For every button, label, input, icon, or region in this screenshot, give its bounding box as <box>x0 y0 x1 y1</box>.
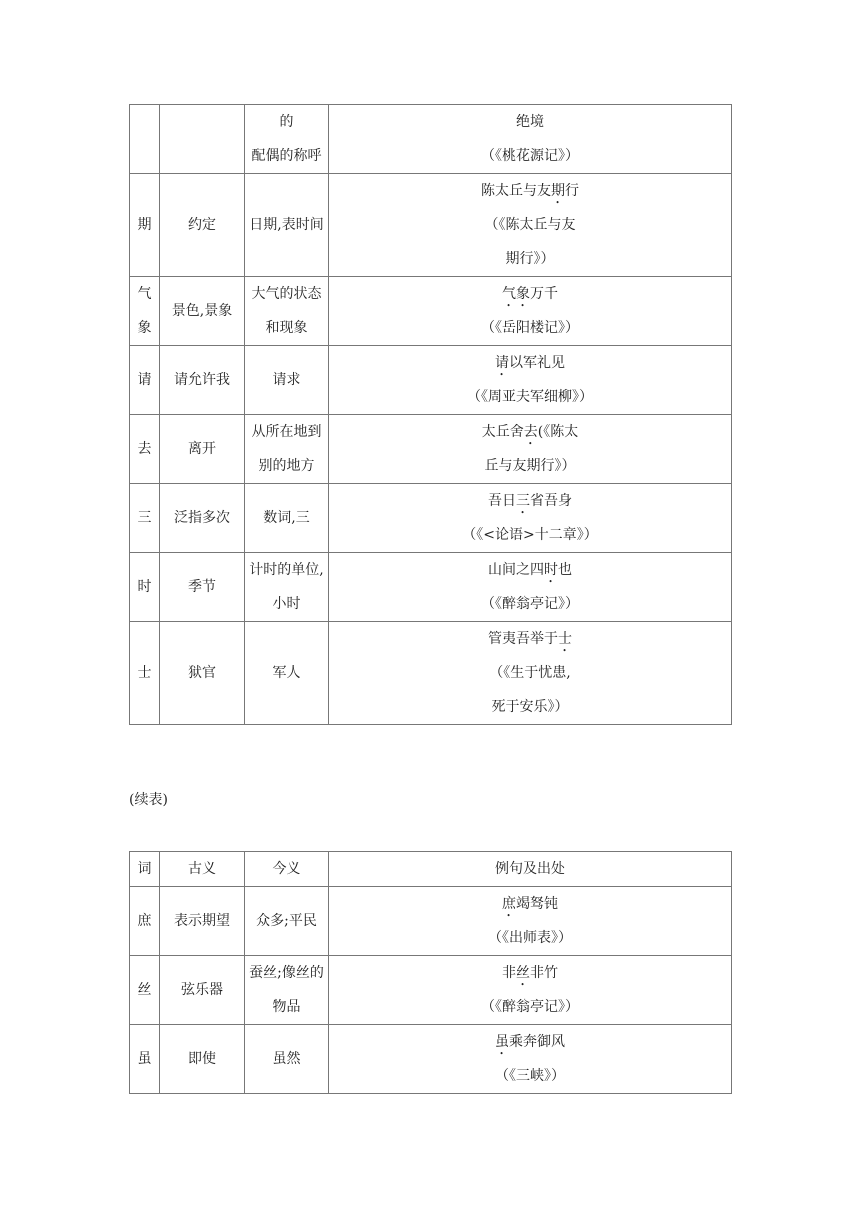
example-line <box>331 311 729 345</box>
example-text: 以军礼见 <box>509 355 565 371</box>
example-line <box>331 242 729 276</box>
example-line <box>331 208 729 242</box>
example-text: 万千 <box>530 286 558 302</box>
emphasized-word: 丝 <box>516 965 530 981</box>
old-meaning-cell: 约定 <box>160 174 245 277</box>
modern-meaning-line: 计时的单位, <box>249 562 324 578</box>
example-cell <box>329 956 732 1025</box>
example-text: 死于安乐》） <box>491 699 569 715</box>
table-row <box>130 415 732 484</box>
modern-meaning-cell <box>245 105 329 174</box>
word-cell: 丝 <box>130 956 160 1025</box>
example-cell <box>329 174 732 277</box>
vocab-table-1-body <box>130 105 732 725</box>
example-line <box>331 380 729 414</box>
old-meaning-cell: 季节 <box>160 553 245 622</box>
modern-meaning-line: 从所在地到 <box>251 424 322 440</box>
modern-meaning-cell <box>245 622 329 725</box>
modern-meaning-cell <box>245 956 329 1025</box>
table-row <box>130 174 732 277</box>
example-cell <box>329 415 732 484</box>
modern-meaning-cell <box>245 346 329 415</box>
modern-meaning-line: 数词,三 <box>263 510 310 526</box>
example-text: 陈太丘与友 <box>481 183 551 199</box>
word-cell: 期 <box>130 174 160 277</box>
modern-meaning-cell <box>245 1025 329 1094</box>
modern-meaning-line: 的 <box>279 114 294 130</box>
example-line <box>331 553 729 587</box>
example-text: 非竹 <box>530 965 558 981</box>
emphasized-word: 请 <box>495 355 509 371</box>
modern-meaning-line: 配偶的称呼 <box>251 148 322 164</box>
example-text: 丘与友期行》） <box>484 458 576 474</box>
example-text: 省吾身 <box>530 493 572 509</box>
emphasized-word: 士 <box>558 631 572 647</box>
vocab-table-2-body <box>130 887 732 1094</box>
example-line <box>331 1059 729 1093</box>
example-cell <box>329 105 732 174</box>
emphasized-word: 虽 <box>495 1034 509 1050</box>
example-text: （《醉翁亭记》） <box>481 999 579 1015</box>
example-line <box>331 656 729 690</box>
example-cell <box>329 346 732 415</box>
table-header-row <box>130 852 732 887</box>
modern-meaning-cell <box>245 484 329 553</box>
example-line <box>331 105 729 139</box>
vocab-table-1 <box>129 104 732 725</box>
modern-meaning-line: 虽然 <box>272 1051 301 1067</box>
old-meaning-cell: 弦乐器 <box>160 956 245 1025</box>
table-row <box>130 956 732 1025</box>
word-cell: 去 <box>130 415 160 484</box>
example-cell <box>329 887 732 956</box>
example-text: （《<论语>十二章》） <box>462 527 598 543</box>
table-row <box>130 484 732 553</box>
old-meaning-cell: 请允许我 <box>160 346 245 415</box>
example-text: （《醉翁亭记》） <box>481 596 579 612</box>
example-line <box>331 449 729 483</box>
example-line <box>331 277 729 311</box>
table-row <box>130 105 732 174</box>
modern-meaning-cell <box>245 174 329 277</box>
word-cell: 请 <box>130 346 160 415</box>
example-line <box>331 587 729 621</box>
emphasized-word: 期 <box>551 183 565 199</box>
example-line <box>331 415 729 449</box>
example-cell <box>329 622 732 725</box>
old-meaning-cell: 狱官 <box>160 622 245 725</box>
table-row <box>130 622 732 725</box>
example-line <box>331 174 729 208</box>
example-text: 也 <box>558 562 572 578</box>
example-text: 非 <box>502 965 516 981</box>
table-row <box>130 277 732 346</box>
emphasized-word: 气象 <box>502 286 530 302</box>
modern-meaning-line: 大气的状态 <box>251 286 322 302</box>
example-text: （《岳阳楼记》） <box>481 320 579 336</box>
example-text: 竭驽钝 <box>516 896 558 912</box>
word-cell <box>130 105 160 174</box>
continued-label: (续表) <box>129 792 168 808</box>
vocab-table-2 <box>129 851 732 1094</box>
example-cell <box>329 553 732 622</box>
example-text: 吾日 <box>488 493 516 509</box>
modern-meaning-cell <box>245 277 329 346</box>
table-row <box>130 1025 732 1094</box>
example-text: 管夷吾举于 <box>488 631 558 647</box>
example-text: （《周亚夫军细柳》） <box>467 389 593 405</box>
modern-meaning-line: 小时 <box>272 596 301 612</box>
example-text: （《陈太丘与友 <box>484 217 576 233</box>
example-cell <box>329 1025 732 1094</box>
word-cell: 士 <box>130 622 160 725</box>
old-meaning-cell: 景色,景象 <box>160 277 245 346</box>
example-text: 行 <box>565 183 579 199</box>
modern-meaning-line: 日期,表时间 <box>249 217 324 233</box>
old-meaning-cell: 表示期望 <box>160 887 245 956</box>
header-old-meaning: 古义 <box>160 852 245 887</box>
example-line <box>331 346 729 380</box>
modern-meaning-line: 物品 <box>272 999 301 1015</box>
example-text: （《桃花源记》） <box>481 148 579 164</box>
example-line <box>331 139 729 173</box>
example-line <box>331 518 729 552</box>
word-cell: 庶 <box>130 887 160 956</box>
example-line <box>331 990 729 1024</box>
example-line <box>331 921 729 955</box>
example-text: 山间之四 <box>488 562 544 578</box>
example-line <box>331 1025 729 1059</box>
example-text: 乘奔御风 <box>509 1034 565 1050</box>
example-text: 期行》） <box>505 251 555 267</box>
word-cell: 三 <box>130 484 160 553</box>
modern-meaning-line: 请求 <box>272 372 301 388</box>
table-row <box>130 346 732 415</box>
example-text: 太丘舍 <box>481 424 524 440</box>
modern-meaning-line: 军人 <box>272 665 301 681</box>
example-text: （《三峡》） <box>495 1068 565 1084</box>
old-meaning-cell: 泛指多次 <box>160 484 245 553</box>
example-cell <box>329 484 732 553</box>
table-row <box>130 553 732 622</box>
header-word: 词 <box>130 852 160 887</box>
emphasized-word: 时 <box>544 562 558 578</box>
old-meaning-cell: 即使 <box>160 1025 245 1094</box>
old-meaning-cell: 离开 <box>160 415 245 484</box>
example-line <box>331 956 729 990</box>
old-meaning-cell <box>160 105 245 174</box>
example-line <box>331 622 729 656</box>
example-line <box>331 887 729 921</box>
modern-meaning-cell <box>245 415 329 484</box>
table-row <box>130 887 732 956</box>
modern-meaning-line: 众多;平民 <box>256 913 317 929</box>
example-text: （《出师表》） <box>488 930 572 946</box>
example-line <box>331 484 729 518</box>
word-cell: 时 <box>130 553 160 622</box>
emphasized-word: 庶 <box>502 896 516 912</box>
word-cell: 虽 <box>130 1025 160 1094</box>
modern-meaning-cell <box>245 887 329 956</box>
example-line <box>331 690 729 724</box>
example-text: 绝境 <box>516 114 544 130</box>
example-text: (《陈太 <box>537 424 579 440</box>
emphasized-word: 去 <box>523 424 538 440</box>
header-example: 例句及出处 <box>329 852 732 887</box>
modern-meaning-cell <box>245 553 329 622</box>
modern-meaning-line: 别的地方 <box>258 458 315 474</box>
example-cell <box>329 277 732 346</box>
modern-meaning-line: 和现象 <box>265 320 308 336</box>
word-cell: 气象 <box>130 277 160 346</box>
header-modern-meaning: 今义 <box>245 852 329 887</box>
modern-meaning-line: 蚕丝;像丝的 <box>249 965 324 981</box>
emphasized-word: 三 <box>516 493 530 509</box>
example-text: （《生于忧患, <box>489 665 571 681</box>
